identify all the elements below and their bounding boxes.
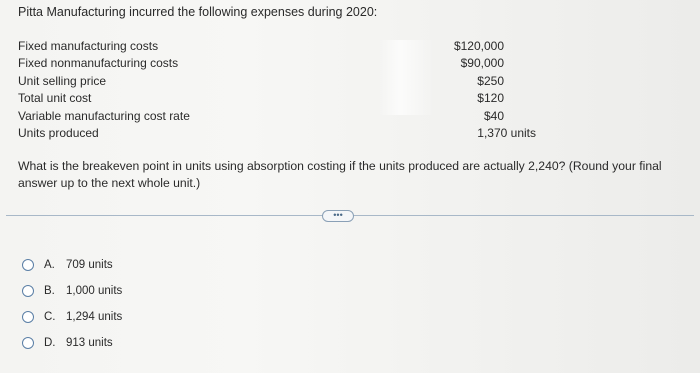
problem-intro: Pitta Manufacturing incurred the following expenses during 2020: [18,5,378,19]
expense-value: $250 [477,73,504,88]
radio-button[interactable] [22,337,34,349]
answer-options [22,252,122,356]
answer-option-d[interactable] [22,330,122,356]
radio-button[interactable] [22,259,34,271]
option-text: 1,294 units [66,311,123,323]
option-text: 1,000 units [66,285,123,297]
option-letter: A. [44,259,55,271]
expense-label: Variable manufacturing cost rate [18,108,190,123]
expense-label: Units produced [18,126,99,141]
option-text: 913 units [66,337,113,349]
question-text: What is the breakeven point in units using absorption costing if the units produced are actually 2,240? (Round your final answer up to the next whole unit.) [18,159,662,190]
expense-label: Fixed nonmanufacturing costs [18,56,179,71]
more-button[interactable]: ••• [322,210,354,222]
option-letter: B. [44,285,55,297]
answer-option-c[interactable] [22,304,122,330]
option-letter: D. [44,337,56,349]
expense-value: $120,000 [453,39,504,53]
expense-value: $40 [483,108,504,123]
expense-label: Fixed manufacturing costs [18,39,159,53]
expense-value: $90,000 [460,56,504,71]
expense-value: 1,370 units [477,126,536,141]
radio-button[interactable] [22,311,34,323]
expense-label: Unit selling price [18,73,107,88]
expense-values [440,38,536,142]
expense-label: Total unit cost [18,91,92,106]
option-text: 709 units [66,259,113,271]
radio-button[interactable] [22,285,34,297]
expense-labels [18,38,190,142]
screen-glare [378,40,433,115]
option-letter: C. [44,311,56,323]
expense-value: $120 [477,91,504,106]
answer-option-a[interactable] [22,252,122,278]
answer-option-b[interactable] [22,278,122,304]
